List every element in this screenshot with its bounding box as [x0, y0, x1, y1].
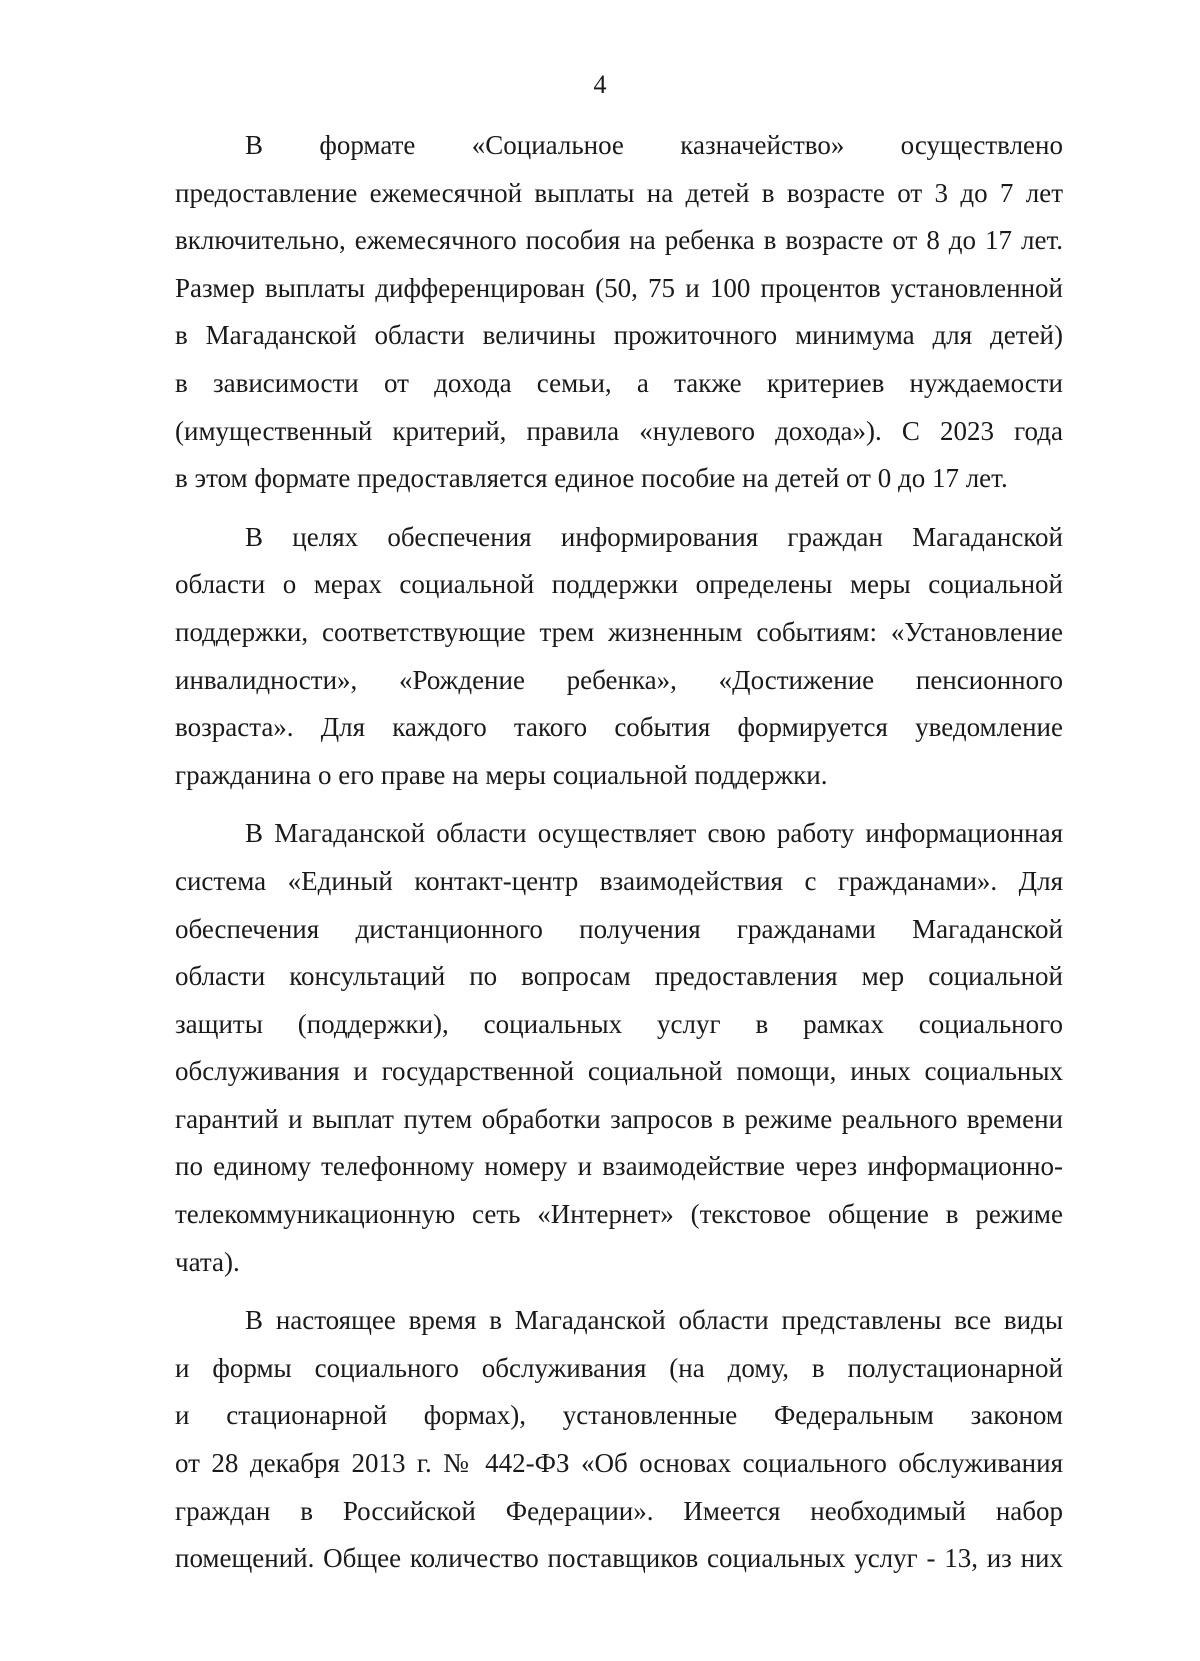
text-line: чата).: [175, 1246, 240, 1277]
text-line: предоставление ежемесячной выплаты на детей в возрасте от 3 до 7 лет: [175, 177, 1063, 208]
text-line: гражданина о его праве на меры социальной поддержки.: [175, 759, 828, 790]
text-line: инвалидности», «Рождение ребенка», «Достижение пенсионного: [175, 664, 1063, 695]
text-line: В Магаданской области осуществляет свою работу информационная: [245, 818, 1063, 849]
text-line: обслуживания и государственной социальной помощи, иных социальных: [175, 1056, 1063, 1087]
text-line: поддержки, соответствующие трем жизненным событиям: «Установление: [175, 616, 1063, 647]
text-line: гарантий и выплат путем обработки запросов в режиме реального времени: [175, 1103, 1063, 1134]
text-line: по единому телефонному номеру и взаимодействие через информационно-: [175, 1151, 1063, 1182]
text-line: возраста». Для каждого такого события формируется уведомление: [175, 712, 1063, 743]
text-line: граждан в Российской Федерации». Имеется необходимый набор: [175, 1495, 1063, 1526]
paragraph-contact-center: [175, 810, 1063, 1286]
text-line: области о мерах социальной поддержки определены меры социальной: [175, 569, 1063, 600]
body-text: [175, 122, 1063, 1594]
text-line: в этом формате предоставляется единое пособие на детей от 0 до 17 лет.: [175, 463, 1008, 494]
text-line: система «Единый контакт-центр взаимодействия с гражданами». Для: [175, 865, 1063, 896]
text-line: защиты (поддержки), социальных услуг в рамках социального: [175, 1008, 1063, 1039]
text-line: в зависимости от дохода семьи, а также критериев нуждаемости: [175, 367, 1063, 398]
text-line: области консультаций по вопросам предоставления мер социальной: [175, 961, 1063, 992]
text-line: В целях обеспечения информирования граждан Магаданской: [245, 521, 1063, 552]
paragraph-social-services: [175, 1297, 1063, 1583]
paragraph-social-treasury: [175, 122, 1063, 503]
text-line: телекоммуникационную сеть «Интернет» (текстовое общение в режиме: [175, 1199, 1063, 1230]
text-line: В настоящее время в Магаданской области представлены все виды: [245, 1305, 1063, 1336]
text-line: от 28 декабря 2013 г. № 442-ФЗ «Об основах социального обслуживания: [175, 1448, 1063, 1479]
text-line: в Магаданской области величины прожиточного минимума для детей): [175, 320, 1063, 351]
page-number: 4: [593, 70, 607, 99]
paragraph-life-events: [175, 514, 1063, 800]
text-line: (имущественный критерий, правила «нулевого дохода»). С 2023 года: [175, 415, 1063, 446]
text-line: В формате «Социальное казначейство» осуществлено: [245, 130, 1063, 160]
text-line: обеспечения дистанционного получения гражданами Магаданской: [175, 913, 1063, 944]
text-line: Размер выплаты дифференцирован (50, 75 и 100 процентов установленной: [175, 272, 1063, 303]
text-line: и формы социального обслуживания (на дому, в полустационарной: [175, 1352, 1063, 1383]
text-line: помещений. Общее количество поставщиков социальных услуг - 13, из них: [175, 1543, 1063, 1574]
text-line: и стационарной формах), установленные Федеральным законом: [175, 1400, 1063, 1431]
text-line: включительно, ежемесячного пособия на ребенка в возрасте от 8 до 17 лет.: [175, 225, 1063, 256]
